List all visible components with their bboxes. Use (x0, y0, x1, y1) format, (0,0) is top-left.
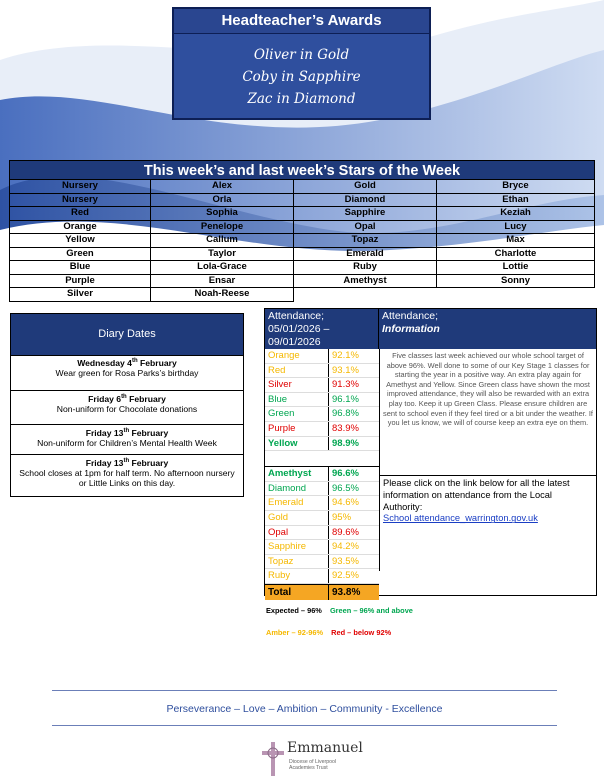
stars-of-week-title: This week’s and last week’s Stars of the Week (9, 160, 595, 180)
attendance-row (265, 482, 379, 497)
class-name: Topaz (265, 555, 329, 569)
diary-item (11, 424, 243, 454)
legend-red: Red – below 92% (331, 628, 392, 637)
attendance-value: 94.6% (332, 497, 359, 509)
attendance-row (265, 349, 379, 364)
attendance-table (264, 308, 597, 596)
attendance-row (265, 407, 379, 422)
class-cell: Sapphire (294, 207, 437, 221)
attendance-value: 92.1% (332, 350, 359, 361)
attendance-row (265, 467, 379, 482)
attendance-week-header: Attendance; 05/01/2026 – 09/01/2026 (265, 309, 379, 349)
attendance-row (265, 526, 379, 541)
class-name: Emerald (265, 496, 329, 510)
pupil-cell: Max (437, 234, 595, 248)
class-name: Ruby (265, 569, 329, 583)
pupil-cell: Orla (151, 194, 294, 208)
class-cell: Yellow (9, 234, 151, 248)
diary-date: Friday 6th February (88, 394, 166, 404)
pupil-cell: Callum (151, 234, 294, 248)
attendance-row (265, 569, 379, 584)
table-row (9, 275, 595, 289)
diary-desc: School closes at 1pm for half term. No afternoon nursery or Little Links on this day. (19, 468, 235, 488)
cross-icon (262, 742, 284, 776)
class-cell: Emerald (294, 248, 437, 262)
class-cell: Red (9, 207, 151, 221)
table-row (9, 248, 595, 262)
footer-divider (52, 690, 557, 691)
attendance-value: 96.5% (332, 482, 359, 494)
attendance-legend-1 (266, 606, 419, 615)
total-value: 93.8% (329, 585, 379, 600)
table-row (9, 207, 595, 221)
school-values: Perseverance – Love – Ambition – Community - Excellence (166, 703, 443, 715)
class-cell: Orange (9, 221, 151, 235)
attendance-row (265, 378, 379, 393)
pupil-cell: Charlotte (437, 248, 595, 262)
class-name: Gold (265, 511, 329, 525)
attendance-value: 96.8% (332, 408, 359, 420)
logo-subtitle: Diocese of Liverpool Academies Trust (289, 759, 337, 771)
diary-dates-box (10, 313, 244, 497)
pupil-cell: Bryce (437, 180, 595, 194)
diary-desc: Non-uniform for Chocolate donations (56, 404, 198, 414)
attendance-row (265, 364, 379, 379)
logo-name: Emmanuel (287, 740, 363, 756)
table-row (9, 180, 595, 194)
trust-logo (262, 740, 362, 780)
headteacher-awards-box (172, 7, 431, 120)
class-cell: Topaz (294, 234, 437, 248)
pupil-cell: Lucy (437, 221, 595, 235)
legend-expected: Expected – 96% (266, 606, 322, 615)
attendance-legend-2 (266, 628, 397, 637)
attendance-value: 94.2% (332, 541, 359, 553)
pupil-cell: Noah-Reese (151, 288, 294, 302)
total-label: Total (265, 585, 329, 600)
class-name: Blue (265, 393, 329, 407)
class-name: Green (265, 407, 329, 421)
class-cell: Amethyst (294, 275, 437, 289)
diary-date: Wednesday 4th February (77, 358, 177, 368)
diary-date: Friday 13th February (85, 428, 169, 438)
class-cell: Nursery (9, 194, 151, 208)
class-cell: Diamond (294, 194, 437, 208)
class-name: Opal (265, 526, 329, 540)
pupil-cell: Alex (151, 180, 294, 194)
class-cell: Nursery (9, 180, 151, 194)
award-line: Zac in Diamond (247, 91, 356, 107)
class-cell: Silver (9, 288, 151, 302)
pupil-cell: Taylor (151, 248, 294, 262)
pupil-cell: Ensar (151, 275, 294, 289)
legend-amber: Amber – 92-96% (266, 628, 324, 637)
diary-desc: Wear green for Rosa Parks’s birthday (55, 368, 199, 378)
pupil-cell: Lola-Grace (151, 261, 294, 275)
class-cell: Blue (9, 261, 151, 275)
class-name: Yellow (265, 437, 329, 451)
attendance-value: 98.9% (332, 437, 359, 449)
attendance-row (265, 540, 379, 555)
attendance-value: 83.9% (332, 422, 359, 434)
attendance-link[interactable]: School attendance_warrington.gov.uk (383, 513, 538, 524)
attendance-row (265, 555, 379, 570)
diary-item (11, 355, 243, 390)
class-name: Diamond (265, 482, 329, 496)
footer-divider (52, 725, 557, 726)
attendance-link-info: Please click on the link below for all the latest information on attendance from the Local Authority: School attendance_warrington.gov.uk (379, 476, 596, 571)
attendance-value: 92.5% (332, 570, 359, 582)
class-cell: Opal (294, 221, 437, 235)
pupil-cell: Lottie (437, 261, 595, 275)
diary-desc: Non-uniform for Children’s Mental Health Week (37, 438, 217, 448)
attendance-class-list (265, 349, 379, 600)
empty-cell (294, 288, 437, 302)
attendance-value: 91.3% (332, 379, 359, 391)
pupil-cell: Penelope (151, 221, 294, 235)
attendance-summary: Five classes last week achieved our whole school target of above 96%. Well done to some of our Key Stage 1 classes for starting the year in a positive way. An extra play again for Amethyst and Yellow. Since Green class have shown the most improved attendance, they will also be rewarded with an extra play too. Keep it up Green Class. Please ensure children are sent to school even if they feel tired or a bit under the weather. If you let us know, we will of course keep an extra eye on them. (379, 349, 596, 476)
awards-title: Headteacher’s Awards (174, 9, 429, 34)
attendance-row (265, 422, 379, 437)
attendance-value: 93.1% (332, 364, 359, 376)
legend-green: Green – 96% and above (329, 606, 413, 615)
diary-date: Friday 13th February (85, 458, 169, 468)
class-name: Sapphire (265, 540, 329, 554)
class-cell: Green (9, 248, 151, 262)
table-row (9, 261, 595, 275)
empty-cell (437, 288, 595, 302)
attendance-row (265, 496, 379, 511)
attendance-row (265, 393, 379, 408)
award-line: Coby in Sapphire (242, 69, 361, 85)
pupil-cell: Sonny (437, 275, 595, 289)
spacer (265, 451, 379, 467)
attendance-value: 93.5% (332, 555, 359, 567)
class-cell: Ruby (294, 261, 437, 275)
attendance-value: 96.1% (332, 393, 359, 405)
stars-of-week-table (9, 180, 595, 302)
table-row (9, 221, 595, 235)
class-name: Silver (265, 378, 329, 392)
diary-title: Diary Dates (11, 314, 243, 355)
diary-item (11, 454, 243, 496)
attendance-total-row (265, 584, 379, 600)
table-row (9, 288, 595, 302)
award-line: Oliver in Gold (253, 47, 350, 63)
pupil-cell: Keziah (437, 207, 595, 221)
table-row (9, 194, 595, 208)
class-name: Amethyst (265, 467, 329, 481)
class-cell: Gold (294, 180, 437, 194)
attendance-info-header: Attendance; Information (379, 309, 596, 349)
class-name: Purple (265, 422, 329, 436)
attendance-value: 89.6% (332, 526, 359, 538)
attendance-value: 95% (332, 511, 352, 523)
class-name: Red (265, 364, 329, 378)
class-name: Orange (265, 349, 329, 363)
diary-item (11, 390, 243, 424)
pupil-cell: Ethan (437, 194, 595, 208)
attendance-row (265, 511, 379, 526)
table-row (9, 234, 595, 248)
attendance-value: 96.6% (332, 468, 359, 480)
pupil-cell: Sophia (151, 207, 294, 221)
attendance-row (265, 437, 379, 452)
class-cell: Purple (9, 275, 151, 289)
